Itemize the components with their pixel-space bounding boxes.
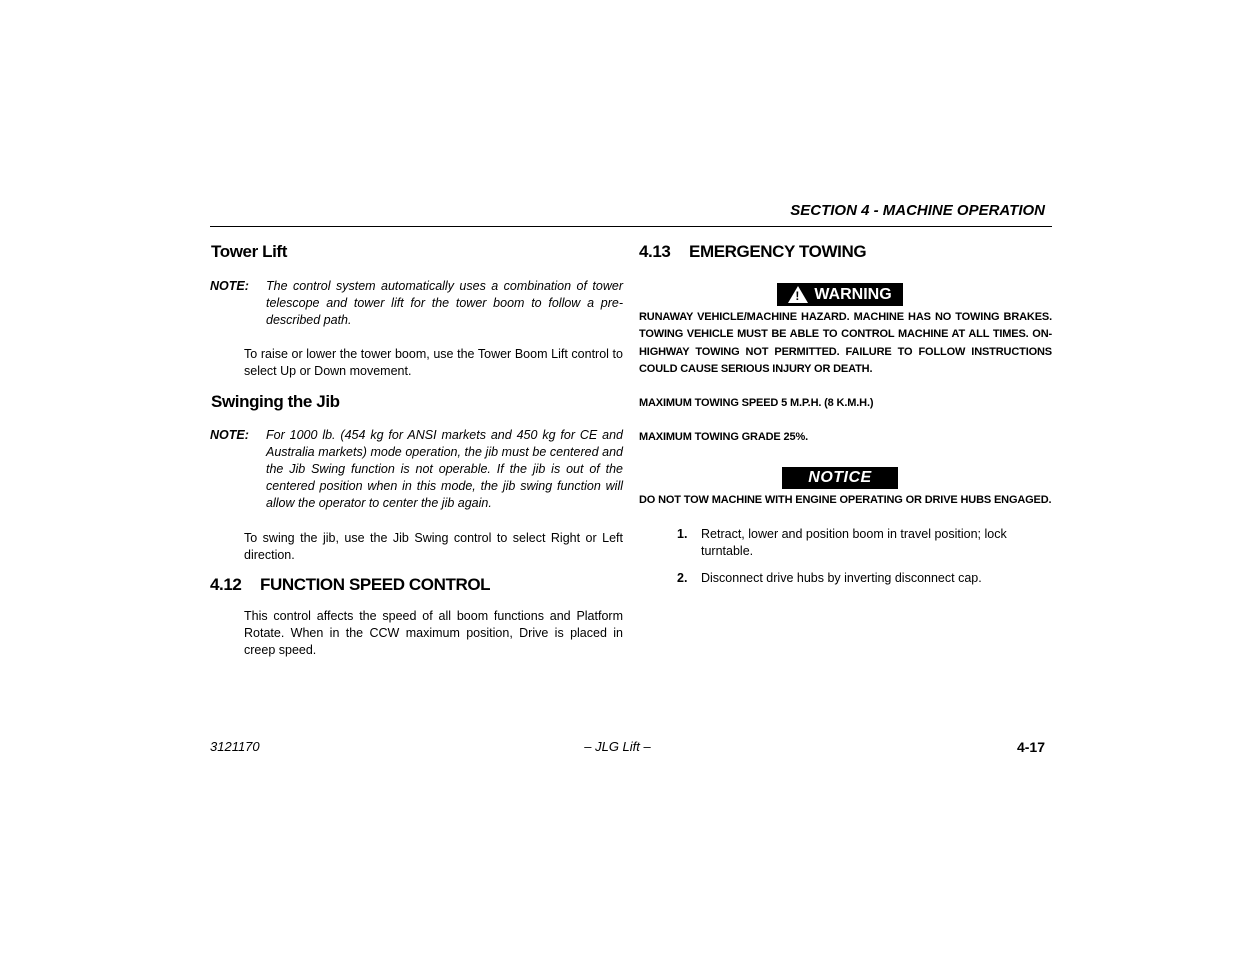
note-text: For 1000 lb. (454 kg for ANSI markets and 450 kg for CE and Australia markets) mode operation, the jib must be centered and the Jib Swing function is not operable. If the jib is out of the centered position when in this mode, the jib swing function will allow the operator to center the jib again. bbox=[266, 428, 623, 510]
list-item bbox=[677, 570, 1037, 587]
warning-triangle-icon: ! bbox=[788, 286, 808, 303]
warning-label: WARNING bbox=[814, 285, 892, 303]
tower-lift-heading: Tower Lift bbox=[211, 242, 287, 261]
section-header: SECTION 4 - MACHINE OPERATION bbox=[790, 202, 1045, 219]
function-speed-heading bbox=[210, 575, 490, 595]
max-grade-text: MAXIMUM TOWING GRADE 25%. bbox=[639, 431, 809, 443]
warning-banner bbox=[777, 283, 903, 306]
tower-lift-note bbox=[210, 278, 623, 329]
list-item bbox=[677, 526, 1037, 560]
swinging-jib-heading: Swinging the Jib bbox=[211, 392, 340, 411]
section-title: FUNCTION SPEED CONTROL bbox=[260, 575, 491, 594]
header-rule bbox=[210, 226, 1052, 227]
swinging-jib-body: To swing the jib, use the Jib Swing control to select Right or Left direction. bbox=[244, 531, 623, 562]
max-speed-text: MAXIMUM TOWING SPEED 5 M.P.H. (8 K.M.H.) bbox=[639, 397, 874, 409]
note-text: The control system automatically uses a combination of tower telescope and tower lift for the tower boom to follow a pre-described path. bbox=[266, 279, 623, 327]
note-label: NOTE: bbox=[210, 279, 249, 293]
section-number: 4.12 bbox=[210, 575, 242, 594]
notice-text: DO NOT TOW MACHINE WITH ENGINE OPERATING OR DRIVE HUBS ENGAGED. bbox=[639, 494, 1052, 506]
page-number: 4-17 bbox=[1016, 739, 1045, 755]
footer-center: – JLG Lift – bbox=[584, 739, 651, 754]
section-number: 4.13 bbox=[639, 242, 671, 261]
doc-number: 3121170 bbox=[210, 739, 260, 754]
notice-banner bbox=[782, 467, 898, 489]
notice-label: NOTICE bbox=[808, 469, 872, 486]
step-text: Retract, lower and position boom in travel position; lock turntable. bbox=[701, 527, 1007, 558]
step-text: Disconnect drive hubs by inverting disconnect cap. bbox=[701, 571, 982, 585]
swinging-jib-note bbox=[210, 427, 623, 512]
tower-lift-body: To raise or lower the tower boom, use the Tower Boom Lift control to select Up or Down movement. bbox=[244, 347, 623, 378]
step-number: 1. bbox=[677, 527, 688, 541]
warning-text: RUNAWAY VEHICLE/MACHINE HAZARD. MACHINE HAS NO TOWING BRAKES. TOWING VEHICLE MUST BE ABLE TO CONTROL MACHINE AT ALL TIMES. ON-HIGHWAY TOWING NOT PERMITTED. FAILURE TO FOLLOW INSTRUCTIONS COULD CAUSE SERIOUS INJURY OR DEATH. bbox=[639, 311, 1052, 375]
note-label: NOTE: bbox=[210, 428, 249, 442]
function-speed-body: This control affects the speed of all boom functions and Platform Rotate. When in the CCW maximum position, Drive is placed in creep speed. bbox=[244, 609, 623, 657]
step-number: 2. bbox=[677, 571, 688, 585]
section-title: EMERGENCY TOWING bbox=[689, 242, 867, 261]
emergency-towing-heading bbox=[639, 242, 866, 262]
